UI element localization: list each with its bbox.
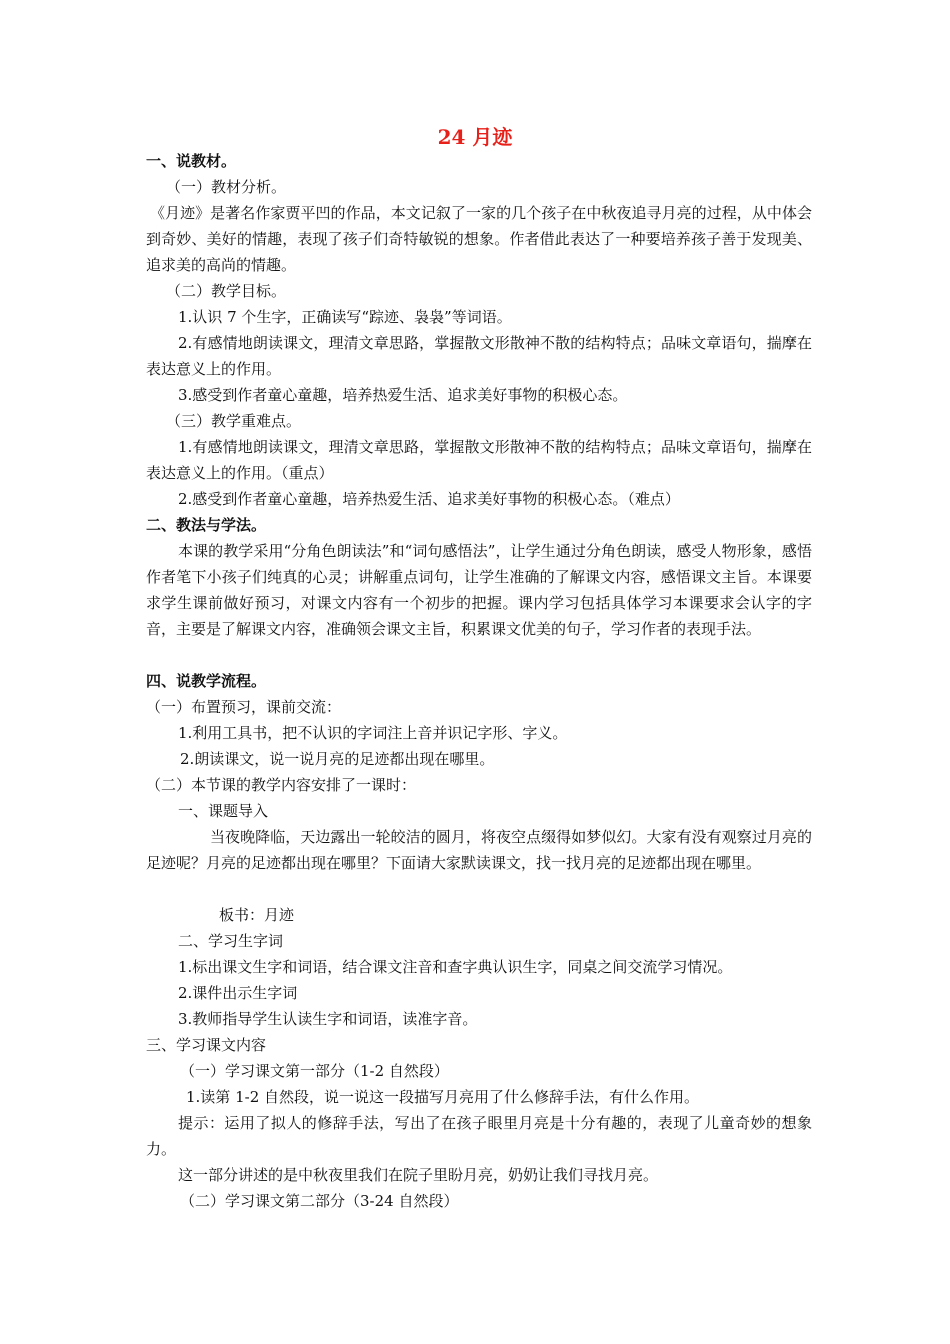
preview-item-1: 1.利用工具书，把不认识的字词注上音并识记字形、字义。 [178, 724, 568, 742]
heading-teaching-process: 四、说教学流程。 [146, 672, 267, 690]
text-section-1-question: 1.读第 1-2 自然段，说一说这一段描写月亮用了什么修辞手法，有什么作用。 [186, 1088, 700, 1106]
subheading-material-analysis: （一）教材分析。 [166, 178, 287, 196]
text-section-1-summary: 这一部分讲述的是中秋夜里我们在院子里盼月亮，奶奶让我们寻找月亮。 [178, 1166, 659, 1184]
subheading-key-difficult-points: （三）教学重难点。 [166, 412, 302, 430]
text-section-1: （一）学习课文第一部分（1-2 自然段） [180, 1062, 449, 1080]
goal-item-3: 3.感受到作者童心童趣，培养热爱生活、追求美好事物的积极心态。 [178, 386, 628, 404]
heading-teaching-methods: 二、教法与学法。 [146, 516, 267, 534]
text-section-2: （二）学习课文第二部分（3-24 自然段） [180, 1192, 459, 1210]
lesson-part-new-words: 二、学习生字词 [178, 932, 284, 950]
new-words-item-1: 1.标出课文生字和词语，结合课文注音和查字典认识生字，同桌之间交流学习情况。 [178, 958, 733, 976]
lesson-part-intro: 一、课题导入 [178, 802, 269, 820]
key-point-2: 2.感受到作者童心童趣，培养热爱生活、追求美好事物的积极心态。（难点） [178, 490, 680, 508]
preview-item-2: 2.朗读课文，说一说月亮的足迹都出现在哪里。 [180, 750, 495, 768]
subheading-teaching-goals: （二）教学目标。 [166, 282, 287, 300]
document-title: 24 月迹 [437, 125, 513, 149]
key-point-1: 1.有感情地朗读课文，理清文章思路，掌握散文形散神不散的结构特点；品味文章语句，揣摩在表达意义上的作用。（重点） [146, 438, 812, 482]
paragraph-intro: 当夜晚降临，天边露出一轮皎洁的圆月，将夜空点缀得如梦似幻。大家有没有观察过月亮的足迹呢？月亮的足迹都出现在哪里？下面请大家默读课文，找一找月亮的足迹都出现在哪里。 [146, 828, 812, 872]
heading-teaching-material: 一、说教材。 [146, 152, 237, 170]
paragraph-material-analysis: 《月迹》是著名作家贾平凹的作品，本文记叙了一家的几个孩子在中秋夜追寻月亮的过程，从中体会到奇妙、美好的情趣，表现了孩子们奇特敏锐的想象。作者借此表达了一种要培养孩子善于发现美、追求美的高尚的情趣。 [146, 204, 812, 274]
board-note: 板书：月迹 [219, 906, 295, 924]
new-words-item-2: 2.课件出示生字词 [178, 984, 298, 1002]
goal-item-1: 1.认识 7 个生字，正确读写“踪迹、袅袅”等词语。 [178, 308, 512, 326]
new-words-item-3: 3.教师指导学生认读生字和词语，读准字音。 [178, 1010, 478, 1028]
lesson-part-text-content: 三、学习课文内容 [146, 1036, 267, 1054]
goal-item-2: 2.有感情地朗读课文，理清文章思路，掌握散文形散神不散的结构特点；品味文章语句，揣摩在表达意义上的作用。 [146, 334, 812, 378]
process-step-lesson: （二）本节课的教学内容安排了一课时： [146, 776, 417, 794]
process-step-preview: （一）布置预习，课前交流： [146, 698, 342, 716]
paragraph-teaching-methods: 本课的教学采用“分角色朗读法”和“词句感悟法”，让学生通过分角色朗读，感受人物形象，感悟作者笔下小孩子们纯真的心灵；讲解重点词句，让学生准确的了解课文内容，感悟课文主旨。本课要求学生课前做好预习，对课文内容有一个初步的把握。课内学习包括具体学习本课要求会认字的字音，主要是了解课文内容，准确领会课文主旨，积累课文优美的句子，学习作者的表现手法。 [146, 542, 812, 638]
text-section-1-tip: 提示：运用了拟人的修辞手法，写出了在孩子眼里月亮是十分有趣的，表现了儿童奇妙的想象力。 [146, 1114, 812, 1158]
